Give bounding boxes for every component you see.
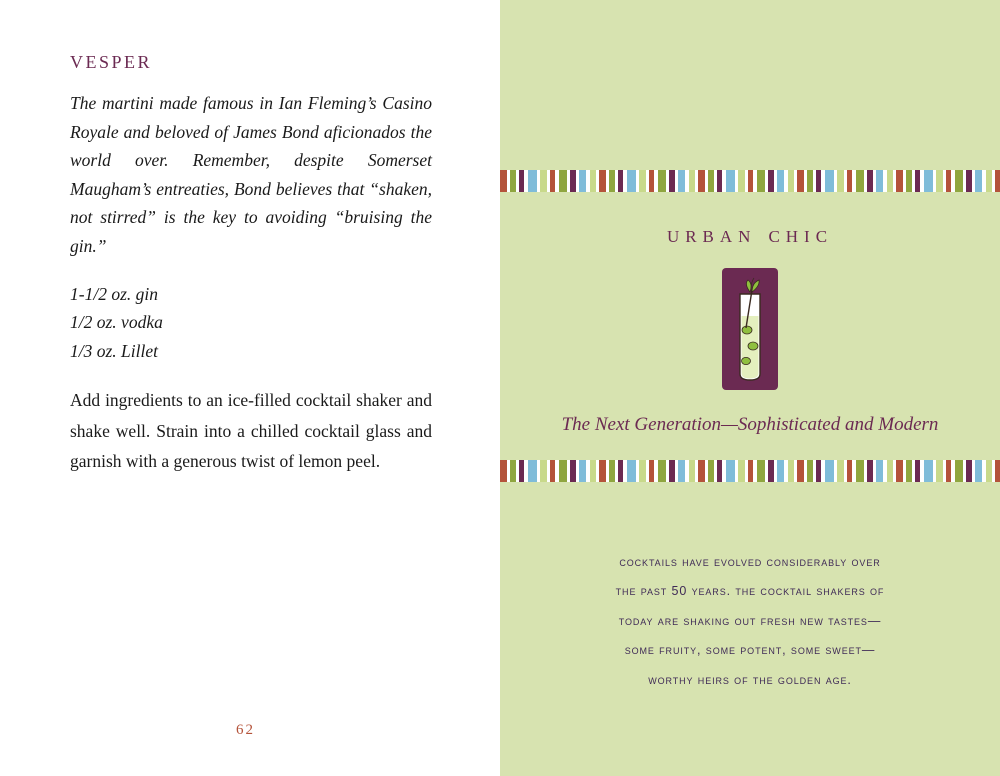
blurb-line: cocktails have evolved considerably over xyxy=(619,555,881,569)
section-blurb xyxy=(570,548,930,695)
blurb-line: today are shaking out fresh new tastes— xyxy=(618,613,882,628)
stripe-segment xyxy=(678,460,685,482)
stripe-segment xyxy=(896,170,903,192)
stripe-segment xyxy=(995,460,1000,482)
recipe-block xyxy=(70,48,432,476)
stripe-segment xyxy=(837,460,844,482)
stripe-segment xyxy=(579,460,586,482)
section-title: urban chic xyxy=(666,222,834,248)
recipe-description: The martini made famous in Ian Fleming’s Casino Royale and beloved of James Bond aficionados the world over. Remember, despite Somerset Maugham’s entreaties, Bond believes that “shaken, not stirred” is the key to avoiding “bruising the gin.” xyxy=(70,93,432,256)
ingredient-line: 1/2 oz. vodka xyxy=(70,312,163,333)
stripe-segment xyxy=(627,460,636,482)
stripe-segment xyxy=(599,460,606,482)
stripe-segment xyxy=(924,170,933,192)
page-number: 62 xyxy=(236,722,255,738)
blurb-line: worthy heirs of the golden age. xyxy=(648,672,852,687)
tall-cocktail-glass-illustration xyxy=(722,268,778,390)
stripe-segment xyxy=(936,460,943,482)
blurb-line: the past 50 years. the cocktail shakers of xyxy=(615,584,885,599)
recipe-title: vesper xyxy=(70,47,153,74)
stripe-segment xyxy=(528,170,537,192)
stripe-segment xyxy=(698,460,705,482)
stripe-segment xyxy=(757,460,765,482)
stripe-segment xyxy=(876,460,883,482)
stripe-segment xyxy=(955,460,963,482)
stripe-segment xyxy=(698,170,705,192)
blurb-line: some fruity, some potent, some sweet— xyxy=(624,643,876,658)
stripe-segment xyxy=(777,460,784,482)
stripe-segment xyxy=(896,460,903,482)
stripe-segment xyxy=(837,170,844,192)
stripe-segment xyxy=(726,460,735,482)
decorative-stripe-band-bottom xyxy=(500,460,1000,482)
stripe-segment xyxy=(924,460,933,482)
stripe-segment xyxy=(936,170,943,192)
stripe-segment xyxy=(757,170,765,192)
stripe-segment xyxy=(797,170,804,192)
section-subtitle: The Next Generation—Sophisticated and Modern xyxy=(561,414,939,435)
ingredient-line: 1/3 oz. Lillet xyxy=(70,340,158,361)
stripe-segment xyxy=(500,460,507,482)
stripe-segment xyxy=(599,170,606,192)
ingredient-line: 1-1/2 oz. gin xyxy=(70,284,158,305)
stripe-segment xyxy=(738,170,745,192)
stripe-segment xyxy=(658,460,666,482)
decorative-stripe-band-top xyxy=(500,170,1000,192)
stripe-segment xyxy=(528,460,537,482)
stripe-segment xyxy=(825,460,834,482)
stripe-segment xyxy=(500,170,507,192)
stripe-segment xyxy=(995,170,1000,192)
stripe-segment xyxy=(559,170,567,192)
stripe-segment xyxy=(639,460,646,482)
right-page xyxy=(500,0,1000,776)
stripe-segment xyxy=(726,170,735,192)
recipe-instructions: Add ingredients to an ice-filled cocktail shaker and shake well. Strain into a chilled cocktail glass and garnish with a generous twist of lemon peel. xyxy=(70,390,432,471)
stripe-segment xyxy=(975,170,982,192)
stripe-segment xyxy=(797,460,804,482)
stripe-segment xyxy=(856,170,864,192)
stripe-segment xyxy=(678,170,685,192)
stripe-segment xyxy=(540,460,547,482)
stripe-segment xyxy=(639,170,646,192)
stripe-segment xyxy=(579,170,586,192)
stripe-segment xyxy=(777,170,784,192)
stripe-segment xyxy=(658,170,666,192)
stripe-segment xyxy=(825,170,834,192)
stripe-segment xyxy=(975,460,982,482)
stripe-segment xyxy=(540,170,547,192)
stripe-segment xyxy=(559,460,567,482)
stripe-segment xyxy=(627,170,636,192)
stripe-segment xyxy=(738,460,745,482)
stripe-segment xyxy=(876,170,883,192)
stripe-segment xyxy=(955,170,963,192)
stripe-segment xyxy=(856,460,864,482)
recipe-ingredients xyxy=(70,280,432,365)
